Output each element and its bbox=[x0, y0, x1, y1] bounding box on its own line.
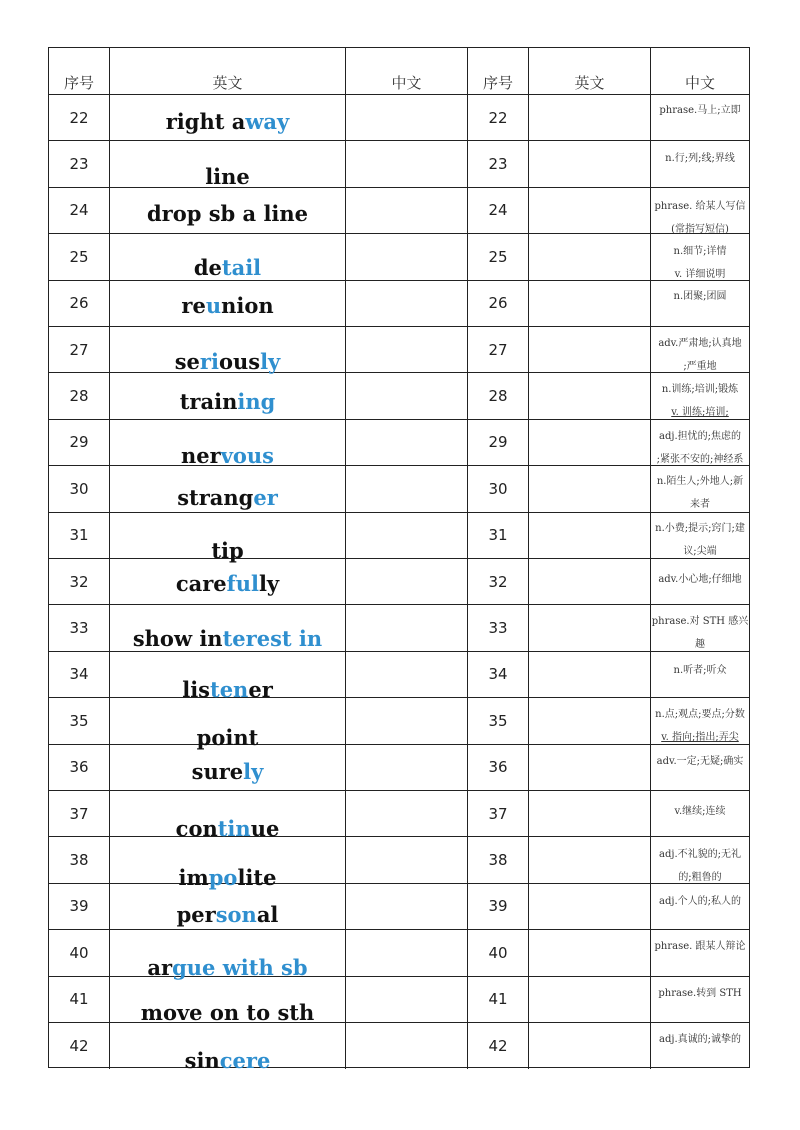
chinese-answer-cell bbox=[346, 95, 468, 140]
word-segment: per bbox=[176, 901, 216, 927]
table-row bbox=[49, 420, 749, 466]
row-number: 37 bbox=[49, 791, 110, 836]
table-row bbox=[49, 141, 749, 190]
row-number-right: 24 bbox=[468, 188, 529, 233]
row-number: 39 bbox=[49, 884, 110, 929]
chinese-definition bbox=[651, 425, 749, 471]
table-row bbox=[49, 930, 749, 981]
word-segment: se bbox=[174, 349, 200, 374]
word-segment: re bbox=[181, 292, 206, 318]
definition-line: phrase.马上;立即 bbox=[659, 105, 741, 116]
chinese-answer-cell bbox=[346, 977, 468, 1022]
english-word bbox=[110, 255, 345, 280]
row-number: 42 bbox=[49, 1023, 110, 1069]
chinese-definition bbox=[651, 470, 749, 516]
definition-line: 趣 bbox=[695, 639, 705, 651]
english-answer-cell bbox=[529, 188, 651, 233]
word-segment: move on to sth bbox=[140, 999, 315, 1025]
english-answer-cell bbox=[529, 745, 651, 790]
definition-line: adv.严肃地;认真地 bbox=[658, 338, 742, 349]
chinese-answer-cell bbox=[346, 698, 468, 743]
row-number: 26 bbox=[49, 281, 110, 326]
definition-line: ;紧张不安的;神经系 bbox=[656, 453, 744, 465]
chinese-definition bbox=[651, 890, 749, 913]
word-segment: tip bbox=[211, 537, 244, 563]
definition-line: 来者 bbox=[690, 499, 710, 511]
english-word bbox=[110, 164, 345, 189]
chinese-definition-cell bbox=[651, 95, 749, 140]
row-number-right: 42 bbox=[468, 1023, 529, 1069]
english-answer-cell bbox=[529, 698, 651, 743]
english-word-cell bbox=[110, 1023, 346, 1073]
english-word-cell bbox=[110, 791, 346, 841]
definition-line: v. 详细说明 bbox=[674, 269, 726, 281]
english-answer-cell bbox=[529, 652, 651, 697]
english-word-cell bbox=[110, 605, 346, 650]
row-number: 25 bbox=[49, 234, 110, 279]
row-number: 38 bbox=[49, 837, 110, 882]
header-chinese-right: 中文 bbox=[684, 74, 715, 92]
english-answer-cell bbox=[529, 327, 651, 372]
chinese-definition bbox=[651, 285, 749, 308]
chinese-answer-cell bbox=[346, 791, 468, 836]
english-word bbox=[110, 443, 345, 468]
english-word-cell bbox=[110, 513, 346, 563]
row-number-right: 30 bbox=[468, 466, 529, 511]
table-row bbox=[49, 188, 749, 234]
row-number: 29 bbox=[49, 420, 110, 465]
row-number: 22 bbox=[49, 95, 110, 140]
chinese-definition bbox=[651, 147, 749, 170]
chinese-definition bbox=[651, 659, 749, 682]
word-segment: right a bbox=[165, 109, 246, 134]
table-row bbox=[49, 745, 749, 791]
english-word bbox=[110, 389, 345, 414]
definition-line: ;严重地 bbox=[683, 361, 717, 372]
english-word bbox=[110, 725, 345, 750]
table-row bbox=[49, 837, 749, 891]
chinese-definition-cell bbox=[651, 513, 749, 558]
chinese-answer-cell bbox=[346, 745, 468, 790]
row-number-right: 39 bbox=[468, 884, 529, 929]
chinese-definition-cell bbox=[651, 791, 749, 836]
header-chinese: 中文 bbox=[346, 48, 468, 94]
row-number-right: 37 bbox=[468, 791, 529, 836]
english-word-cell bbox=[110, 698, 346, 751]
row-number: 27 bbox=[49, 327, 110, 372]
chinese-definition bbox=[651, 800, 749, 823]
chinese-definition-cell bbox=[651, 745, 749, 790]
definition-line: adj.担忧的;焦虑的 bbox=[658, 430, 741, 442]
row-number: 24 bbox=[49, 188, 110, 233]
row-number-right: 36 bbox=[468, 745, 529, 790]
word-segment: ner bbox=[180, 442, 221, 468]
highlighted-segment: tail bbox=[221, 255, 262, 281]
chinese-definition-cell bbox=[651, 281, 749, 326]
definition-line: v. 指向;指出;弄尖 bbox=[661, 732, 739, 744]
highlighted-segment: cere bbox=[219, 1048, 271, 1073]
row-number-right: 38 bbox=[468, 837, 529, 882]
chinese-definition-cell bbox=[651, 977, 749, 1022]
definition-line: 的;粗鲁的 bbox=[678, 872, 722, 884]
chinese-definition bbox=[651, 517, 749, 563]
english-answer-cell bbox=[529, 513, 651, 558]
row-number: 35 bbox=[49, 698, 110, 743]
english-answer-cell bbox=[529, 1023, 651, 1069]
english-answer-cell bbox=[529, 559, 651, 604]
word-segment: point bbox=[196, 725, 259, 751]
english-word bbox=[110, 1048, 345, 1073]
row-number-right: 33 bbox=[468, 605, 529, 650]
word-segment: ar bbox=[147, 955, 173, 981]
table-row bbox=[49, 327, 749, 373]
word-segment: lite bbox=[237, 865, 277, 891]
table-row bbox=[49, 977, 749, 1023]
english-word-cell bbox=[110, 977, 346, 1025]
chinese-answer-cell bbox=[346, 281, 468, 326]
chinese-definition bbox=[651, 935, 749, 958]
chinese-definition-cell bbox=[651, 652, 749, 697]
english-word bbox=[110, 902, 345, 927]
chinese-answer-cell bbox=[346, 420, 468, 465]
english-answer-cell bbox=[529, 977, 651, 1022]
chinese-definition-cell bbox=[651, 466, 749, 511]
word-segment: al bbox=[256, 901, 279, 927]
definition-line: n.细节;详情 bbox=[673, 246, 727, 258]
definition-line: n.训练;培训;锻炼 bbox=[661, 384, 739, 396]
chinese-definition bbox=[651, 332, 749, 378]
chinese-answer-cell bbox=[346, 141, 468, 186]
table-header-row bbox=[49, 48, 749, 95]
chinese-definition-cell bbox=[651, 373, 749, 418]
chinese-answer-cell bbox=[346, 234, 468, 279]
word-segment: lis bbox=[182, 676, 210, 702]
english-word bbox=[110, 626, 345, 651]
chinese-definition-cell bbox=[651, 1023, 749, 1069]
chinese-definition-cell bbox=[651, 930, 749, 975]
highlighted-segment: po bbox=[208, 865, 238, 891]
english-word-cell bbox=[110, 95, 346, 140]
english-word-cell bbox=[110, 559, 346, 604]
chinese-definition-cell bbox=[651, 420, 749, 465]
word-segment: nion bbox=[221, 292, 274, 318]
row-number-right: 26 bbox=[468, 281, 529, 326]
vocabulary-table bbox=[48, 47, 750, 1073]
chinese-answer-cell bbox=[346, 605, 468, 650]
english-word-cell bbox=[110, 234, 346, 279]
chinese-answer-cell bbox=[346, 884, 468, 929]
row-number-right: 29 bbox=[468, 420, 529, 465]
highlighted-segment: u bbox=[205, 292, 222, 318]
definition-line: phrase. 给某人写信 bbox=[654, 200, 746, 212]
definition-line: adv.小心地;仔细地 bbox=[658, 574, 742, 585]
english-word-cell bbox=[110, 327, 346, 372]
definition-line: phrase. 跟某人辩论 bbox=[654, 941, 746, 953]
english-word-cell bbox=[110, 745, 346, 790]
word-segment: sin bbox=[184, 1048, 220, 1073]
chinese-definition bbox=[651, 195, 749, 241]
row-number: 32 bbox=[49, 559, 110, 604]
header-english-right: 英文 bbox=[529, 48, 651, 94]
table-row bbox=[49, 466, 749, 512]
row-number-right: 27 bbox=[468, 327, 529, 372]
definition-line: adj.个人的;私人的 bbox=[658, 895, 741, 907]
english-answer-cell bbox=[529, 281, 651, 326]
chinese-answer-cell bbox=[346, 513, 468, 558]
definition-line: n.陌生人;外地人;新 bbox=[656, 476, 744, 488]
definition-line: v.继续;连续 bbox=[674, 806, 726, 817]
chinese-definition-cell bbox=[651, 884, 749, 929]
chinese-answer-cell bbox=[346, 373, 468, 418]
chinese-definition bbox=[651, 750, 749, 773]
english-word-cell bbox=[110, 281, 346, 326]
row-number-right: 40 bbox=[468, 930, 529, 975]
chinese-definition bbox=[651, 240, 749, 286]
row-number-right: 25 bbox=[468, 234, 529, 279]
english-word bbox=[110, 538, 345, 563]
table-row bbox=[49, 652, 749, 702]
chinese-definition bbox=[651, 568, 749, 591]
row-number: 31 bbox=[49, 513, 110, 558]
english-answer-cell bbox=[529, 930, 651, 975]
definition-line: n.行;列;线;界线 bbox=[665, 153, 735, 165]
english-word bbox=[110, 759, 345, 784]
highlighted-segment: son bbox=[215, 901, 257, 927]
definition-line: phrase.对 STH 感兴 bbox=[651, 616, 749, 628]
chinese-definition bbox=[651, 610, 749, 656]
word-segment: ly bbox=[258, 571, 280, 596]
highlighted-segment: terest in bbox=[222, 626, 323, 652]
row-number-right: 28 bbox=[468, 373, 529, 418]
english-answer-cell bbox=[529, 141, 651, 186]
definition-line: n.点;观点;要点;分数 bbox=[655, 709, 745, 721]
english-word bbox=[110, 677, 345, 702]
chinese-answer-cell bbox=[346, 188, 468, 233]
english-answer-cell bbox=[529, 420, 651, 465]
chinese-definition-cell bbox=[651, 327, 749, 372]
row-number: 36 bbox=[49, 745, 110, 790]
chinese-definition-cell bbox=[651, 141, 749, 186]
row-number-right: 32 bbox=[468, 559, 529, 604]
table-row bbox=[49, 1023, 749, 1073]
table-row bbox=[49, 95, 749, 141]
table-row bbox=[49, 513, 749, 563]
word-segment: er bbox=[248, 676, 273, 702]
chinese-definition-cell bbox=[651, 234, 749, 279]
definition-line: n.听者;听众 bbox=[673, 664, 727, 676]
row-number-right: 23 bbox=[468, 141, 529, 186]
chinese-definition bbox=[651, 982, 749, 1005]
english-word bbox=[110, 201, 345, 226]
row-number-right: 41 bbox=[468, 977, 529, 1022]
english-word bbox=[110, 955, 345, 980]
table-row bbox=[49, 605, 749, 651]
english-word bbox=[110, 865, 345, 890]
chinese-answer-cell bbox=[346, 559, 468, 604]
english-answer-cell bbox=[529, 884, 651, 929]
english-answer-cell bbox=[529, 95, 651, 140]
english-word-cell bbox=[110, 837, 346, 891]
chinese-answer-cell bbox=[346, 466, 468, 511]
table-row bbox=[49, 698, 749, 751]
chinese-definition bbox=[651, 378, 749, 424]
highlighted-segment: ly bbox=[243, 758, 264, 784]
english-word-cell bbox=[110, 930, 346, 981]
chinese-definition bbox=[651, 843, 749, 889]
row-number-right: 22 bbox=[468, 95, 529, 140]
english-answer-cell bbox=[529, 466, 651, 511]
english-answer-cell bbox=[529, 837, 651, 882]
word-segment: ous bbox=[218, 349, 261, 374]
chinese-definition-cell bbox=[651, 837, 749, 882]
chinese-definition-cell bbox=[651, 605, 749, 650]
english-answer-cell bbox=[529, 605, 651, 650]
definition-line: adj.真诚的;诚挚的 bbox=[658, 1034, 741, 1045]
english-word-cell bbox=[110, 466, 346, 511]
highlighted-segment: ful bbox=[226, 571, 259, 596]
row-number-right: 35 bbox=[468, 698, 529, 743]
chinese-definition bbox=[651, 1028, 749, 1051]
word-segment: con bbox=[175, 816, 218, 841]
row-number: 23 bbox=[49, 141, 110, 186]
highlighted-segment: gue with sb bbox=[172, 955, 308, 981]
word-segment: show in bbox=[132, 626, 223, 652]
english-word bbox=[110, 349, 345, 374]
highlighted-segment: vous bbox=[220, 442, 274, 468]
table-row bbox=[49, 559, 749, 605]
word-segment: strang bbox=[177, 485, 254, 511]
english-word bbox=[110, 485, 345, 510]
english-word-cell bbox=[110, 188, 346, 233]
table-row bbox=[49, 791, 749, 841]
table-row bbox=[49, 234, 749, 280]
row-number: 34 bbox=[49, 652, 110, 697]
english-answer-cell bbox=[529, 234, 651, 279]
row-number-right: 31 bbox=[468, 513, 529, 558]
word-segment: care bbox=[175, 571, 227, 596]
word-segment: train bbox=[179, 389, 238, 415]
row-number: 33 bbox=[49, 605, 110, 650]
word-segment: im bbox=[178, 865, 209, 891]
chinese-definition bbox=[651, 703, 749, 749]
english-answer-cell bbox=[529, 373, 651, 418]
highlighted-segment: ly bbox=[260, 349, 281, 374]
word-segment: ue bbox=[250, 816, 280, 841]
english-word bbox=[110, 109, 345, 134]
chinese-answer-cell bbox=[346, 837, 468, 882]
english-word bbox=[110, 1000, 345, 1025]
word-segment: sure bbox=[191, 758, 244, 784]
table-row bbox=[49, 373, 749, 419]
row-number-right: 34 bbox=[468, 652, 529, 697]
definition-line: adv.一定;无疑;确实 bbox=[656, 755, 744, 767]
table-row bbox=[49, 281, 749, 327]
chinese-answer-cell bbox=[346, 1023, 468, 1069]
english-word bbox=[110, 571, 345, 596]
chinese-definition-cell bbox=[651, 559, 749, 604]
row-number: 28 bbox=[49, 373, 110, 418]
chinese-definition bbox=[651, 99, 749, 122]
chinese-answer-cell bbox=[346, 652, 468, 697]
english-word-cell bbox=[110, 884, 346, 929]
english-word bbox=[110, 293, 345, 318]
english-word bbox=[110, 816, 345, 841]
chinese-definition-cell bbox=[651, 188, 749, 233]
row-number: 40 bbox=[49, 930, 110, 975]
table-row bbox=[49, 884, 749, 930]
header-index-right: 序号 bbox=[468, 48, 529, 94]
definition-line: v. 训练;培训; bbox=[671, 407, 729, 419]
definition-line: n.团聚;团圆 bbox=[673, 290, 727, 302]
definition-line: adj.不礼貌的;无礼 bbox=[658, 849, 741, 861]
header-english: 英文 bbox=[110, 48, 346, 94]
definition-line: n.小费;提示;窍门;建 bbox=[655, 522, 745, 534]
highlighted-segment: er bbox=[253, 485, 278, 511]
word-segment: de bbox=[193, 255, 222, 281]
highlighted-segment: tin bbox=[217, 816, 251, 841]
chinese-definition-cell bbox=[651, 698, 749, 743]
word-segment: drop sb a line bbox=[146, 200, 309, 226]
definition-line: (常指写短信) bbox=[671, 223, 729, 235]
definition-line: phrase.转到 STH bbox=[658, 987, 742, 999]
highlighted-segment: ing bbox=[237, 389, 276, 415]
chinese-answer-cell bbox=[346, 930, 468, 975]
english-word-cell bbox=[110, 373, 346, 418]
english-word-cell bbox=[110, 652, 346, 702]
english-word-cell bbox=[110, 141, 346, 190]
header-index: 序号 bbox=[49, 48, 110, 94]
english-word-cell bbox=[110, 420, 346, 468]
highlighted-segment: way bbox=[245, 109, 290, 134]
row-number: 30 bbox=[49, 466, 110, 511]
highlighted-segment: ri bbox=[199, 349, 219, 374]
word-segment: line bbox=[205, 164, 250, 190]
highlighted-segment: ten bbox=[210, 676, 249, 702]
chinese-answer-cell bbox=[346, 327, 468, 372]
definition-line: 议;尖端 bbox=[683, 545, 717, 557]
row-number: 41 bbox=[49, 977, 110, 1022]
english-answer-cell bbox=[529, 791, 651, 836]
